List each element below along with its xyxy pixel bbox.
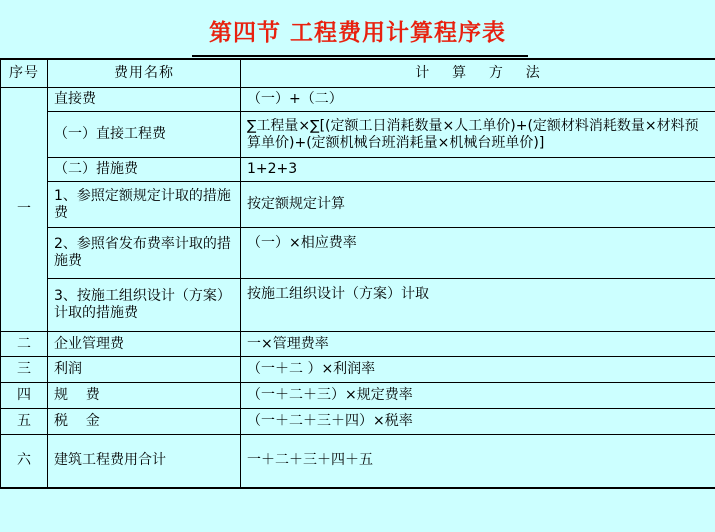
- row-seq: 三: [1, 357, 48, 383]
- header-seq: 序号: [1, 59, 48, 88]
- table-row: [1, 357, 715, 383]
- row-name: 企业管理费: [48, 332, 241, 357]
- row-name: （一）直接工程费: [48, 112, 241, 158]
- row-method: （一＋二 ）×利润率: [241, 357, 715, 383]
- row-method: ∑工程量×∑[(定额工日消耗数量×人工单价)+(定额材料消耗数量×材料预算单价)+(定额机械台班消耗量×机械台班单价)]: [241, 112, 715, 158]
- row-seq: 二: [1, 332, 48, 357]
- row-method: 按定额规定计算: [241, 182, 715, 228]
- table-header-row: [1, 59, 715, 88]
- row-seq: 五: [1, 409, 48, 435]
- row-name: 直接费: [48, 88, 241, 112]
- row-method: （一＋二＋三）×规定费率: [241, 383, 715, 409]
- title-underline: [192, 55, 528, 57]
- header-name: 费用名称: [48, 59, 241, 88]
- cost-calculation-table: [0, 58, 715, 489]
- row-method: （一）+（二）: [241, 88, 715, 112]
- table-row: [1, 112, 715, 158]
- table-row: [1, 228, 715, 279]
- table-row: [1, 435, 715, 488]
- row-method: （一＋二＋三＋四）×税率: [241, 409, 715, 435]
- table-row: [1, 383, 715, 409]
- row-name: 2、参照省发布费率计取的措施费: [48, 228, 241, 279]
- header-method: 计 算 方 法: [241, 59, 715, 88]
- row-seq: 一: [1, 88, 48, 332]
- table-row: [1, 279, 715, 332]
- page-title: 第四节 工程费用计算程序表: [208, 19, 506, 46]
- row-name: 3、按施工组织设计（方案）计取的措施费: [48, 279, 241, 332]
- row-name: 税 金: [48, 409, 241, 435]
- row-method: 按施工组织设计（方案）计取: [241, 279, 715, 332]
- row-method: 一＋二＋三＋四＋五: [241, 435, 715, 488]
- row-method: 一×管理费率: [241, 332, 715, 357]
- table-row: [1, 332, 715, 357]
- row-method: 1+2+3: [241, 158, 715, 182]
- table-row: [1, 409, 715, 435]
- row-seq: 六: [1, 435, 48, 488]
- table-row: [1, 88, 715, 112]
- row-name: （二）措施费: [48, 158, 241, 182]
- row-name: 建筑工程费用合计: [48, 435, 241, 488]
- row-method: （一）×相应费率: [241, 228, 715, 279]
- table-row: [1, 182, 715, 228]
- row-name: 利润: [48, 357, 241, 383]
- row-seq: 四: [1, 383, 48, 409]
- table-row: [1, 158, 715, 182]
- row-name: 1、参照定额规定计取的措施费: [48, 182, 241, 228]
- row-name: 规 费: [48, 383, 241, 409]
